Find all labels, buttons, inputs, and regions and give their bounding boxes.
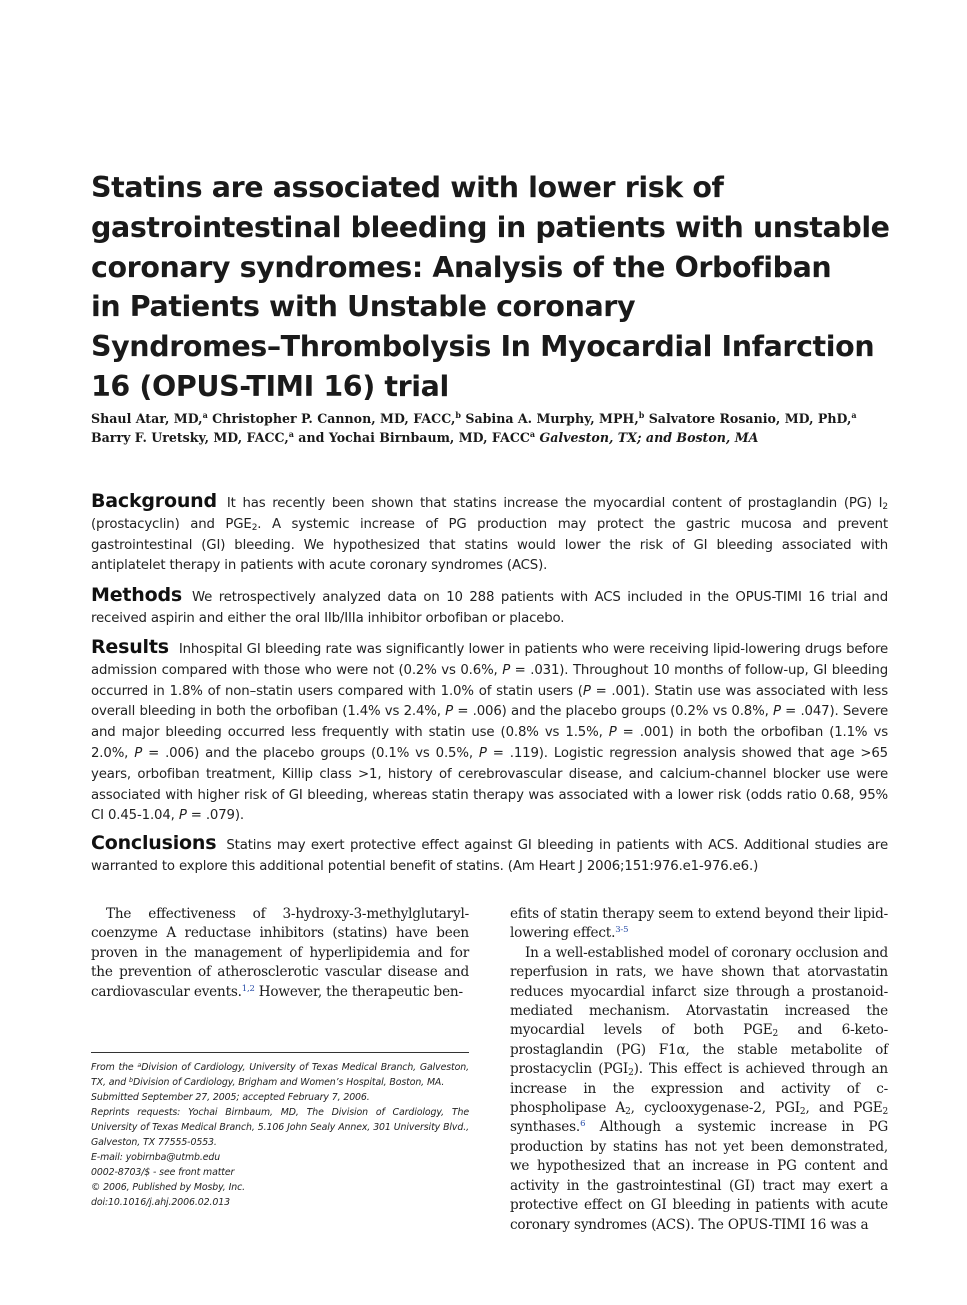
- section-heading: Background: [91, 490, 217, 512]
- abstract-text: = .001) in both the orbofiban (1.1% vs 2.0%,: [91, 725, 888, 761]
- subscript: 2: [882, 1107, 888, 1118]
- abstract-text: We retrospectively analyzed data on 10 288 patients with ACS included in the OPUS-TIMI 16 trial and received aspirin and either the oral IIb/IIIa inhibitor orbofiban or placebo.: [91, 590, 888, 626]
- affiliation-marker: a: [529, 429, 536, 439]
- abstract-text: = .001). Statin use was associated with less overall bleeding in both the orbofiban (1.4% vs 2.4%,: [91, 683, 888, 720]
- author-name: Shaul Atar, MD,: [91, 411, 203, 426]
- title-line: Statins are associated with lower risk of: [91, 171, 724, 204]
- body-text: ). This effect is achieved through an increase in the expression and activity of c-phospholipase A: [510, 1061, 888, 1117]
- footnote-reprints: Reprints requests: Yochai Birnbaum, MD, The Division of Cardiology, The University of Texas Medical Branch, 5.106 John Sealy Annex, 301 University Blvd., Galveston, TX 77555-0553.: [91, 1107, 469, 1148]
- footnote-text: Division of Cardiology, University of Texas Medical Branch, Galveston, TX, and: [91, 1062, 469, 1088]
- abstract-methods: [91, 585, 888, 630]
- p-symbol: P: [134, 745, 143, 761]
- abstract-text: . A systemic increase of PG production may protect the gastric mucosa and prevent gastrointestinal (GI) bleeding. We hypothesized that statins would lower the risk of GI bleeding associated with antiplatelet therapy in patients with acute coronary syndromes (ACS).: [91, 516, 888, 574]
- abstract-text: It has recently been shown that statins increase the myocardial content of prostaglandin (PG) I: [226, 496, 883, 511]
- body-text: In a well-established model of coronary occlusion and reperfusion in rats, we have shown that atorvastatin reduces myocardial infarct size through a prostanoid-mediated mechanism. Atorvastatin increased the myocardial levels of both PGE: [510, 944, 888, 1039]
- abstract-results: [91, 637, 888, 827]
- abstract-text: (prostacyclin) and PGE: [91, 516, 252, 532]
- affiliation-marker: a: [851, 410, 857, 420]
- subscript: 2: [625, 1107, 631, 1118]
- title-line: gastrointestinal bleeding in patients with unstable: [91, 210, 890, 244]
- author-location: Galveston, TX; and Boston, MA: [535, 430, 759, 445]
- footnote-affiliations: [91, 1060, 469, 1090]
- body-text: efits of statin therapy seem to extend beyond their lipid-lowering effect.: [510, 906, 888, 942]
- author-name: and Yochai Birnbaum, MD, FACC: [293, 430, 530, 445]
- subscript: 2: [628, 1068, 634, 1079]
- body-paragraph: [91, 905, 469, 1002]
- affiliation-marker: a: [137, 1061, 142, 1069]
- footnote-text: Division of Cardiology, Brigham and Women’s Hospital, Boston, MA.: [132, 1077, 445, 1088]
- affiliation-marker: a: [288, 429, 294, 439]
- body-text: , cyclooxygenase-2, PGI: [630, 1100, 800, 1117]
- reference-link[interactable]: 1,2: [241, 983, 255, 994]
- author-line: [91, 428, 891, 447]
- section-heading: Results: [91, 636, 169, 658]
- p-symbol: P: [445, 704, 454, 720]
- footnote-submitted: Submitted September 27, 2005; accepted February 7, 2006.: [91, 1092, 370, 1103]
- footnote-copyright: © 2006, Published by Mosby, Inc.: [91, 1182, 246, 1193]
- abstract-text: = .031). Throughout 10 months of follow-up, GI bleeding occurred in 1.8% of non–statin users compared with 1.0% of statin users (: [91, 662, 888, 699]
- p-symbol: P: [478, 745, 487, 761]
- abstract-conclusions: [91, 833, 888, 878]
- author-line: [91, 409, 891, 428]
- reference-link[interactable]: 6: [580, 1119, 586, 1130]
- body-paragraph: [510, 944, 888, 1235]
- footnote-email[interactable]: E-mail: yobirnba@utmb.edu: [91, 1152, 221, 1163]
- body-column-right: [510, 905, 888, 1235]
- title-line: 16 (OPUS-TIMI 16) trial: [91, 369, 449, 403]
- article-title: [91, 168, 890, 407]
- author-name: Barry F. Uretsky, MD, FACC,: [91, 430, 289, 445]
- subscript: 2: [772, 1029, 778, 1040]
- body-text: The effectiveness of 3-hydroxy-3-methylglutaryl-coenzyme A reductase inhibitors (statins) have been proven in the management of hyperlipidemia and for the prevention of atherosclerotic vascular disease and cardiovascular events.: [91, 906, 469, 1000]
- footnote-text: From the: [91, 1062, 138, 1073]
- section-heading: Conclusions: [91, 832, 217, 854]
- affiliation-marker: a: [202, 410, 208, 420]
- subscript: 2: [799, 1107, 806, 1118]
- body-text: However, the therapeutic ben-: [254, 983, 463, 1000]
- body-column-left: [91, 905, 469, 1002]
- abstract-text: Inhospital GI bleeding rate was significantly lower in patients who were receiving lipid-lowering drugs before admission compared with those who were not (0.2% vs 0.6%,: [91, 642, 888, 678]
- footnote-issn: 0002-8703/$ - see front matter: [91, 1167, 235, 1178]
- subscript: 2: [251, 522, 258, 533]
- title-line: coronary syndromes: Analysis of the Orbofiban: [91, 250, 832, 284]
- affiliation-marker: b: [638, 410, 645, 420]
- footnote-divider: [91, 1052, 469, 1053]
- body-text: synthases.: [510, 1119, 581, 1136]
- reference-link[interactable]: 3-5: [615, 925, 629, 936]
- footnote-doi[interactable]: doi:10.1016/j.ahj.2006.02.013: [91, 1197, 230, 1208]
- footnotes: [91, 1060, 469, 1210]
- body-text: Although a systemic increase in PG production by statins has not yet been demonstrated, we hypothesized that an increase in PG content and activity in the gastrointestinal (GI) tract may exert a protective effect on GI bleeding in patients with acute coronary syndromes (ACS). The OPUS-TIMI 16 was a: [510, 1119, 888, 1233]
- abstract-text: = .079).: [186, 808, 244, 824]
- subscript: 2: [882, 502, 888, 512]
- body-text: and 6-keto-prostaglandin (PG) F1α, the stable metabolite of prostacyclin (PGI: [510, 1022, 888, 1078]
- abstract-text: = .006) and the placebo groups (0.1% vs 0.5%,: [142, 745, 479, 761]
- author-name: Sabina A. Murphy, MPH,: [460, 411, 639, 426]
- title-line: in Patients with Unstable coronary: [91, 290, 636, 324]
- p-symbol: P: [502, 662, 511, 678]
- body-text: , and PGE: [805, 1100, 883, 1117]
- abstract-text: = .047). Severe and major bleeding occurred less frequently with statin use (0.8% vs 1.5%,: [91, 704, 888, 741]
- abstract-text: = .119). Logistic regression analysis showed that age >65 years, orbofiban treatment, Killip class >1, history of cerebrovascular disease, and calcium-channel blocker use were associated with higher risk of GI bleeding, whereas statin therapy was associated with a lower risk (odds ratio 0.68, 95% CI 0.45-1.04,: [91, 745, 888, 824]
- author-name: Salvatore Rosanio, MD, PhD,: [644, 411, 852, 426]
- p-symbol: P: [772, 704, 781, 720]
- affiliation-marker: b: [455, 410, 461, 420]
- abstract-background: [91, 491, 888, 577]
- p-symbol: P: [178, 808, 187, 824]
- author-list: [91, 409, 891, 447]
- title-line: Syndromes–Thrombolysis In Myocardial Infarction: [91, 330, 875, 364]
- section-heading: Methods: [91, 584, 182, 606]
- p-symbol: P: [582, 683, 591, 699]
- p-symbol: P: [608, 725, 617, 741]
- author-name: Christopher P. Cannon, MD, FACC,: [207, 411, 456, 426]
- affiliation-marker: b: [128, 1076, 133, 1084]
- body-paragraph: [510, 905, 888, 944]
- abstract-text: Statins may exert protective effect against GI bleeding in patients with ACS. Additional studies are warranted to explore this additional potential benefit of statins. (Am Heart J 2006;151:976.e1-976.e6.): [91, 838, 888, 874]
- abstract-text: = .006) and the placebo groups (0.2% vs 0.8%,: [453, 704, 773, 720]
